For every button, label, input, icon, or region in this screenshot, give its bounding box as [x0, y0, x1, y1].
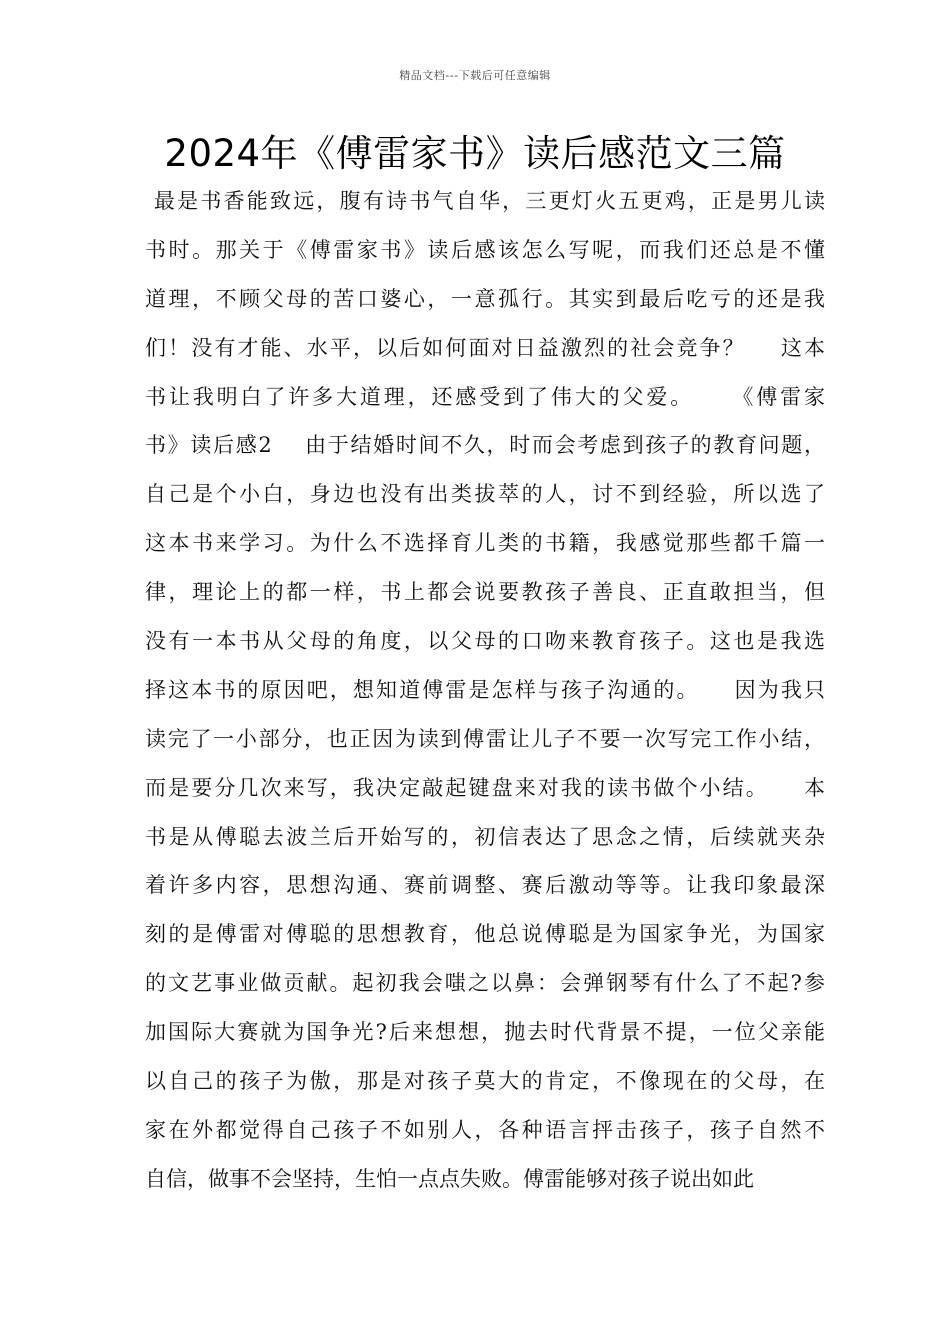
body-line: 刻的是傅雷对傅聪的思想教育，他总说傅聪是为国家争光，为国家 [145, 922, 825, 947]
body-line: 着许多内容，思想沟通、赛前调整、赛后激动等等。让我印象最深 [145, 873, 825, 898]
body-line: 自信，做事不会坚持，生怕一点点失败。傅雷能够对孩子说出如此 [145, 1166, 754, 1191]
body-line: 书是从傅聪去波兰后开始写的，初信表达了思念之情，后续就夹杂 [145, 824, 825, 849]
body-line: 读完了一小部分，也正因为读到傅雷让儿子不要一次写完工作小结， [145, 726, 825, 751]
body-line: 这本书来学习。为什么不选择育儿类的书籍，我感觉那些都千篇一 [145, 531, 825, 556]
body-line: 书让我明白了许多大道理，还感受到了伟大的父爱。 《傅雷家 [145, 384, 825, 409]
body-line: 加国际大赛就为国争光?后来想想，抛去时代背景不提，一位父亲能 [145, 1020, 825, 1045]
body-line: 没有一本书从父母的角度，以父母的口吻来教育孩子。这也是我选 [145, 629, 825, 654]
body-line: 以自己的孩子为傲，那是对孩子莫大的肯定，不像现在的父母，在 [145, 1069, 825, 1094]
body-line: 家在外都觉得自己孩子不如别人，各种语言抨击孩子，孩子自然不 [145, 1117, 825, 1142]
body-line: 道理，不顾父母的苦口婆心，一意孤行。其实到最后吃亏的还是我 [145, 286, 825, 311]
document-title: 2024年《傅雷家书》读后感范文三篇 [164, 132, 786, 175]
document-body [145, 177, 825, 1204]
body-line: 们！没有才能、水平，以后如何面对日益激烈的社会竞争？ 这本 [145, 335, 825, 360]
page-header: 精品文档---下载后可任意编辑 [399, 69, 551, 82]
body-line: 自己是个小白，身边也没有出类拔萃的人，讨不到经验，所以选了 [145, 482, 825, 507]
body-line: 书》读后感2 由于结婚时间不久，时而会考虑到孩子的教育问题， [145, 433, 825, 458]
body-line: 书时。那关于《傅雷家书》读后感该怎么写呢，而我们还总是不懂 [145, 237, 825, 262]
body-line: 最是书香能致远，腹有诗书气自华，三更灯火五更鸡，正是男儿读 [145, 189, 825, 213]
body-line: 律，理论上的都一样，书上都会说要教孩子善良、正直敢担当，但 [145, 580, 825, 605]
body-line: 而是要分几次来写，我决定敲起键盘来对我的读书做个小结。 本 [145, 775, 825, 800]
body-line: 择这本书的原因吧，想知道傅雷是怎样与孩子沟通的。 因为我只 [145, 677, 825, 702]
body-line: 的文艺事业做贡献。起初我会嗤之以鼻：会弹钢琴有什么了不起?参 [145, 971, 825, 996]
